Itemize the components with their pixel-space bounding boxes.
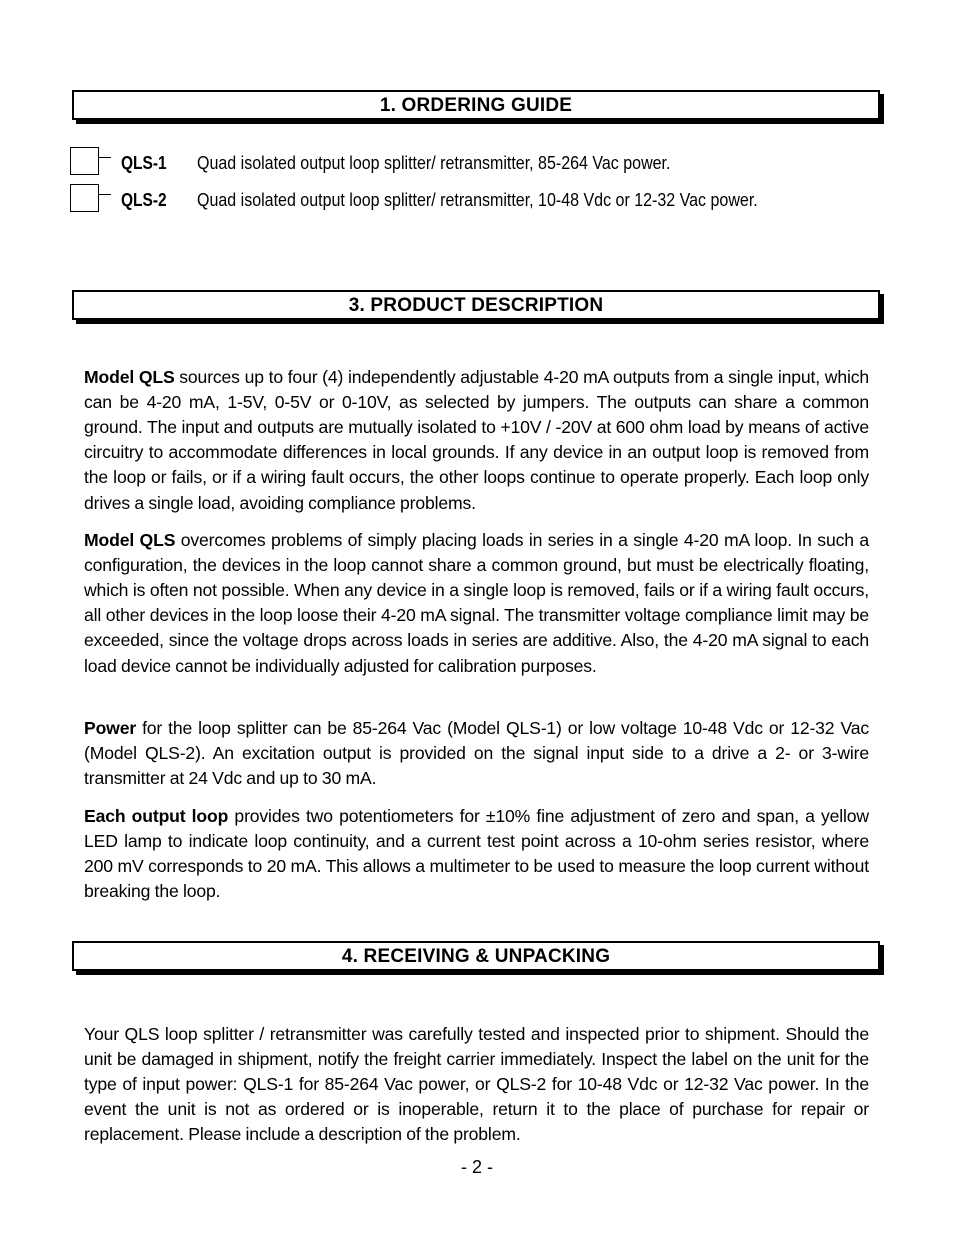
paragraph-each-output-loop xyxy=(84,804,869,905)
paragraph-text: Your QLS loop splitter / retransmitter was carefully tested and inspected prior to shipment. Should the unit be damaged in shipment, notify the freight carrier immediately. Inspect the label on the unit for the type of input power: QLS-1 for 85-264 Vac power, or QLS-2 for 10-48 Vdc or 12-32 Vac power. In the event the unit is not as ordered or is inoperable, return it to the place of purchase for repair or replacement. Please include a description of the problem. xyxy=(84,1023,869,1145)
section-title: 3. PRODUCT DESCRIPTION xyxy=(348,295,604,316)
order-model: QLS-2 xyxy=(121,190,167,210)
paragraph-model-qls-overcomes xyxy=(84,528,869,679)
paragraph-lead: Model QLS xyxy=(84,529,176,550)
paragraph-receiving xyxy=(84,1022,869,1148)
order-description: Quad isolated output loop splitter/ retransmitter, 85-264 Vac power. xyxy=(197,153,671,173)
section-title: 1. ORDERING GUIDE xyxy=(379,95,573,116)
paragraph-model-qls-sources xyxy=(84,365,869,516)
order-checkbox[interactable] xyxy=(70,147,99,175)
order-item-qls-2 xyxy=(70,184,870,214)
section-header-receiving-unpacking xyxy=(72,941,880,971)
paragraph-power xyxy=(84,716,869,792)
section-title: 4. RECEIVING & UNPACKING xyxy=(341,946,611,967)
section-header-product-description xyxy=(72,290,880,320)
order-item-qls-1 xyxy=(70,147,870,177)
paragraph-lead: Power xyxy=(84,717,137,738)
paragraph-text: overcomes problems of simply placing loads in series in a single 4-20 mA loop. In such a configuration, the devices in the loop cannot share a common ground, but must be electrically floating, which is often not possible. When any device in a single loop is removed, fails or if a wiring fault occurs, all other devices in the loop loose their 4-20 mA signal. The transmitter voltage compliance limit may be exceeded, since the voltage drops across loads in series are additive. Also, the 4-20 mA signal to each load device cannot be individually adjusted for calibration purposes. xyxy=(84,529,869,676)
section-header-ordering-guide xyxy=(72,90,880,120)
order-description: Quad isolated output loop splitter/ retransmitter, 10-48 Vdc or 12-32 Vac power. xyxy=(197,190,758,210)
page-number: - 2 - xyxy=(460,1157,493,1177)
paragraph-text: for the loop splitter can be 85-264 Vac (Model QLS-1) or low voltage 10-48 Vdc or 12-32 Vac (Model QLS-2). An excitation output is provided on the signal input side to a drive a 2- or 3-wire transmitter at 24 Vdc and up to 30 mA. xyxy=(84,717,869,788)
order-model: QLS-1 xyxy=(121,153,167,173)
paragraph-lead: Each output loop xyxy=(84,805,229,826)
paragraph-lead: Model QLS xyxy=(84,366,175,387)
paragraph-text: sources up to four (4) independently adjustable 4-20 mA outputs from a single input, which can be 4-20 mA, 1-5V, 0-5V or 0-10V, as selected by jumpers. The outputs can share a common ground. The input and outputs are mutually isolated to +10V / -20V at 600 ohm load by means of active circuitry to accommodate differences in local grounds. If any device in an output loop is removed from the loop or fails, or if a wiring fault occurs, the other loops continue to operate properly. Each loop only drives a single load, avoiding compliance problems. xyxy=(84,366,869,513)
paragraph-text: provides two potentiometers for ±10% fine adjustment of zero and span, a yellow LED lamp to indicate loop continuity, and a current test point across a 10-ohm series resistor, where 200 mV corresponds to 20 mA. This allows a multimeter to be used to measure the loop current without breaking the loop. xyxy=(84,805,869,902)
order-checkbox[interactable] xyxy=(70,184,99,212)
